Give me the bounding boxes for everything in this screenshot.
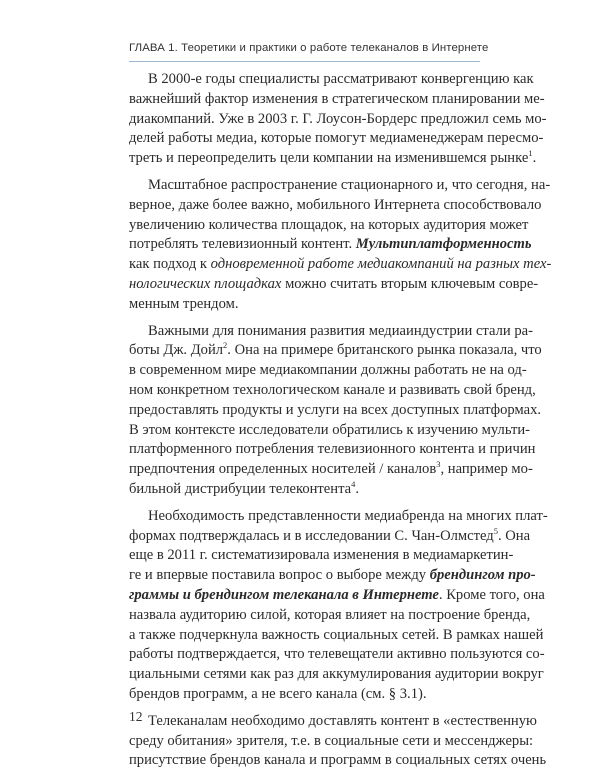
paragraph bbox=[129, 176, 552, 315]
text-line bbox=[129, 196, 542, 216]
text-run: верное, даже более важно, мобильного Интернета способствовало bbox=[129, 196, 542, 213]
text-run: назвала аудиторию силой, которая влияет на построение бренда, bbox=[129, 606, 531, 623]
bold-italic-term: Мультиплатформенность bbox=[355, 236, 532, 253]
text-run: . Она на примере британского рынка показала, что bbox=[227, 342, 542, 359]
text-run: как подход к bbox=[129, 256, 211, 273]
text-line bbox=[129, 440, 536, 460]
text-line bbox=[129, 459, 533, 480]
body-text bbox=[129, 70, 552, 771]
text-run: среду обитания» зрителя, т.е. в социальные сети и мессенджеры: bbox=[129, 732, 534, 749]
text-run: ном конкретном технологическом канале и развивать свой бренд, bbox=[129, 381, 536, 398]
text-run: важнейший фактор изменения в стратегическом планировании ме- bbox=[129, 90, 545, 107]
text-run: диакомпаний. Уже в 2003 г. Г. Лоусон-Бордерс предложил семь мо- bbox=[129, 110, 547, 127]
text-line bbox=[129, 255, 552, 275]
paragraph bbox=[129, 322, 542, 500]
text-run: . Она bbox=[497, 527, 531, 544]
text-run: брендов программ, а не всего канала (см. § 3.1). bbox=[129, 685, 427, 702]
text-line bbox=[129, 685, 480, 705]
text-line bbox=[129, 361, 527, 381]
paragraph bbox=[129, 70, 547, 169]
text-line bbox=[129, 606, 531, 626]
text-run: в современном мире медиакомпании должны работать не на од- bbox=[129, 362, 527, 379]
header-divider bbox=[129, 61, 480, 62]
text-run: предоставлять продукты и услуги на всех доступных платформах. bbox=[129, 401, 542, 418]
text-run: Важными для понимания развития медиаиндустрии стали ра- bbox=[148, 322, 533, 339]
text-line bbox=[129, 732, 534, 752]
text-run: В 2000-е годы специалисты рассматривают конвергенцию как bbox=[148, 71, 534, 87]
text-run: , например мо- bbox=[440, 461, 533, 478]
text-line bbox=[129, 401, 542, 421]
text-line bbox=[129, 148, 537, 169]
footnote-ref: 4 bbox=[351, 479, 356, 490]
text-run: делей работы медиа, которые помогут медиаменеджерам пересмо- bbox=[129, 130, 544, 147]
text-run: . bbox=[532, 150, 537, 167]
text-line bbox=[129, 566, 536, 586]
text-line bbox=[129, 665, 544, 685]
text-line bbox=[129, 421, 530, 441]
text-line bbox=[129, 340, 542, 361]
text-run: треть и переопределить цели компании на изменившемся рынке bbox=[129, 150, 529, 167]
text-line bbox=[129, 235, 532, 255]
text-line bbox=[129, 525, 531, 547]
text-line bbox=[129, 626, 544, 646]
text-run: платформенного потребления телевизионного контента и причин bbox=[129, 441, 536, 458]
bold-italic-term: граммы и брендингом телеканала в Интернете bbox=[129, 586, 439, 603]
text-line bbox=[129, 712, 537, 732]
text-run: предпочтения определенных носителей / каналов bbox=[129, 461, 437, 478]
text-line bbox=[129, 90, 545, 110]
text-line bbox=[129, 381, 536, 401]
text-line bbox=[129, 216, 529, 236]
text-run: Телеканалам необходимо доставлять контент в «естественную bbox=[148, 712, 537, 729]
running-head: ГЛАВА 1. Теоретики и практики о работе телеканалов в Интернете bbox=[129, 42, 489, 54]
text-run: . Кроме того, она bbox=[438, 586, 545, 603]
text-line bbox=[129, 645, 545, 665]
text-run: еще в 2011 г. систематизировала изменения в медиамаркетин- bbox=[129, 547, 514, 564]
text-run: а также подчеркнула важность социальных сетей. В рамках нашей bbox=[129, 626, 544, 643]
footnote-ref: 3 bbox=[436, 459, 441, 470]
text-run: циальными сетями как раз для аккумулирования аудитории вокруг bbox=[129, 666, 544, 683]
paragraph bbox=[129, 712, 547, 771]
text-line bbox=[129, 751, 547, 771]
text-run: потреблять телевизионный контент. bbox=[129, 236, 356, 253]
text-line bbox=[129, 275, 539, 295]
footnote-ref: 1 bbox=[528, 148, 533, 159]
text-run: менным трендом. bbox=[129, 295, 239, 312]
text-line bbox=[129, 176, 551, 196]
text-run: бильной дистрибуции телеконтента bbox=[129, 480, 352, 497]
text-line bbox=[129, 322, 533, 342]
page-number: 12 bbox=[129, 709, 143, 724]
text-run: В этом контексте исследователи обратились к изучению мульти- bbox=[129, 421, 530, 438]
text-line bbox=[129, 295, 480, 315]
text-run: . bbox=[355, 480, 360, 497]
text-line bbox=[129, 129, 544, 149]
text-run: увеличению количества площадок, на которых аудитория может bbox=[129, 216, 529, 233]
footnote-ref: 2 bbox=[223, 340, 228, 351]
italic-phrase: нологических площадках bbox=[129, 275, 282, 292]
text-run: присутствие брендов канала и программ в социальных сетях очень bbox=[129, 752, 547, 769]
text-line bbox=[129, 110, 547, 130]
text-line bbox=[129, 507, 548, 527]
text-run: можно считать вторым ключевым совре- bbox=[281, 275, 539, 292]
footnote-ref: 5 bbox=[493, 525, 498, 536]
text-run: Необходимость представленности медиабренда на многих плат- bbox=[148, 507, 548, 524]
text-run: ге и впервые поставила вопрос о выборе между bbox=[129, 567, 430, 584]
text-line bbox=[129, 586, 545, 606]
text-line bbox=[129, 480, 480, 500]
paragraph bbox=[129, 507, 548, 705]
text-run: формах подтверждалась и в исследовании С. Чан-Олмстед bbox=[129, 527, 494, 544]
text-run: боты Дж. Дойл bbox=[129, 342, 224, 359]
bold-italic-term: брендингом про- bbox=[429, 567, 536, 584]
text-line bbox=[129, 70, 534, 90]
text-line bbox=[129, 546, 514, 566]
text-run: Масштабное распространение стационарного и, что сегодня, на- bbox=[148, 176, 551, 193]
italic-phrase: одновременной работе медиакомпаний на разных тех- bbox=[210, 256, 552, 273]
text-run: работы подтверждается, что телевещатели активно пользуются со- bbox=[129, 646, 545, 663]
